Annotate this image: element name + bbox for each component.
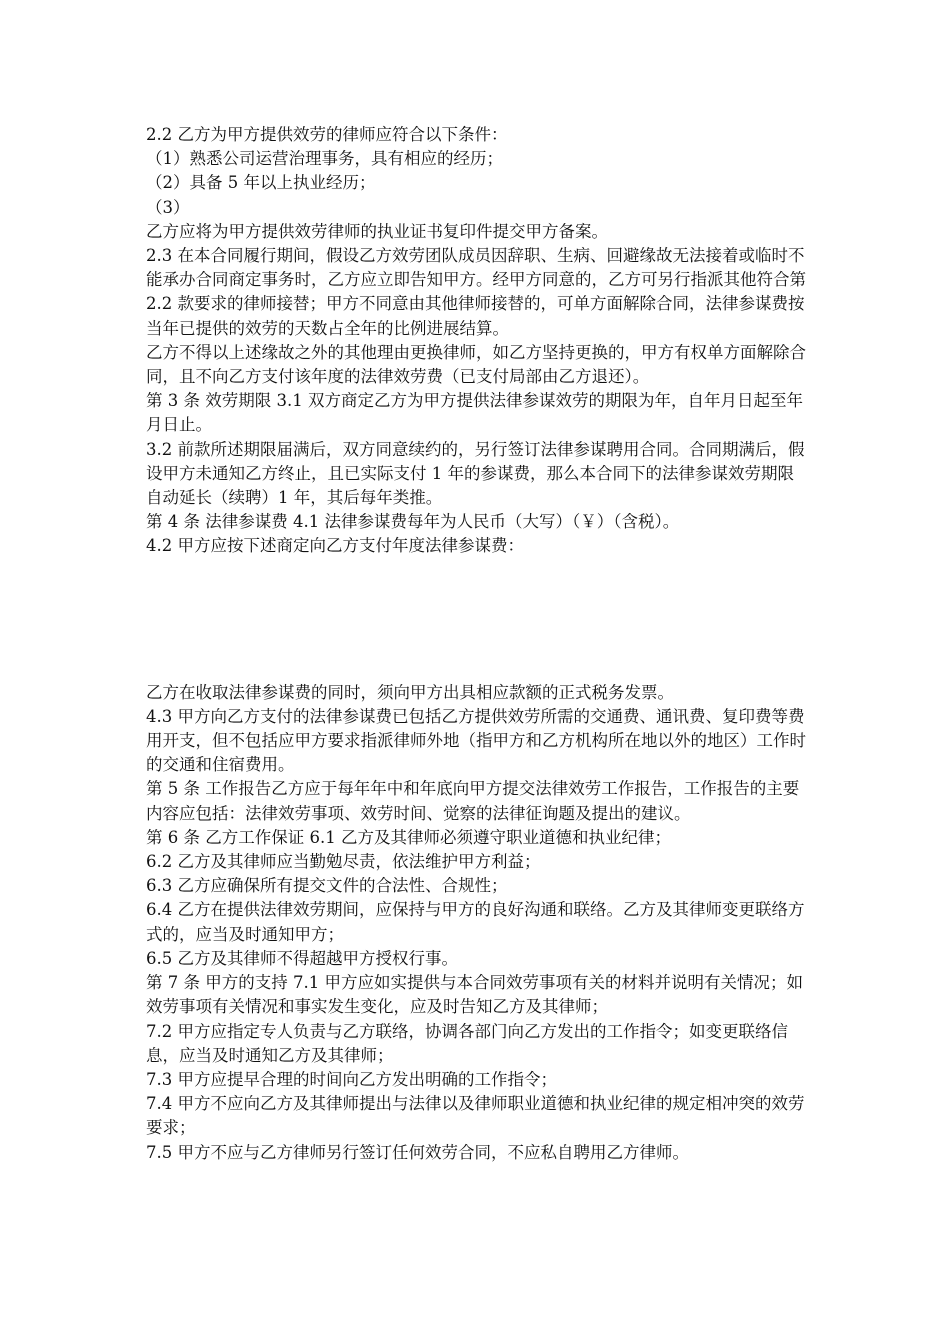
- clause-3-2: 3.2 前款所述期限届满后，双方同意续约的，另行签订法律参谋聘用合同。合同期满后，假设甲方未通知乙方终止，且已实际支付 1 年的参谋费，那么本合同下的法律参谋效劳期限自动延长（续聘）1 年，其后每年类推。: [146, 439, 805, 508]
- clause-2-3: 2.3 在本合同履行期间，假设乙方效劳团队成员因辞职、生病、回避缘故无法接着或临时不能承办合同商定事务时，乙方应立即告知甲方。经甲方同意的，乙方可另行指派其他符合第 2.2 款要求的律师接替；甲方不同意由其他律师接替的，可单方面解除合同，法律参谋费按当年已提供的效劳的天数占全年的比例进展结算。: [146, 246, 806, 338]
- condition-2: （2）具备 5 年以上执业经历；: [146, 173, 376, 193]
- article-4-fee: 第 4 条 法律参谋费 4.1 法律参谋费每年为人民币（大写）（￥）（含税）。: [146, 512, 680, 532]
- clause-6-5: 6.5 乙方及其律师不得超越甲方授权行事。: [146, 948, 458, 968]
- clause-2-2: 2.2 乙方为甲方提供效劳的律师应符合以下条件：: [146, 125, 508, 144]
- blank-space: [146, 559, 806, 681]
- article-6-guarantee: 第 6 条 乙方工作保证 6.1 乙方及其律师必须遵守职业道德和执业纪律；: [146, 827, 671, 847]
- clause-6-2: 6.2 乙方及其律师应当勤勉尽责，依法维护甲方利益；: [146, 852, 541, 872]
- clause-7-4: 7.4 甲方不应向乙方及其律师提出与法律以及律师职业道德和执业纪律的规定相冲突的效劳要求；: [146, 1094, 805, 1138]
- invoice-paragraph: 乙方在收取法律参谋费的同时，须向甲方出具相应款额的正式税务发票。: [146, 682, 674, 702]
- clause-6-4: 6.4 乙方在提供法律效劳期间，应保持与甲方的良好沟通和联络。乙方及其律师变更联络方式的，应当及时通知甲方；: [146, 900, 805, 944]
- article-7-support: 第 7 条 甲方的支持 7.1 甲方应如实提供与本合同效劳事项有关的材料并说明有关情况；如效劳事项有关情况和事实发生变化，应及时告知乙方及其律师；: [146, 973, 803, 1017]
- condition-3: （3）: [146, 197, 190, 217]
- clause-7-5: 7.5 甲方不应与乙方律师另行签订任何效劳合同，不应私自聘用乙方律师。: [146, 1142, 689, 1162]
- article-5-report: 第 5 条 工作报告乙方应于每年年中和年底向甲方提交法律效劳工作报告，工作报告的主要内容应包括：法律效劳事项、效劳时间、觉察的法律征询题及提出的建议。: [146, 779, 800, 823]
- clause-7-3: 7.3 甲方应提早合理的时间向乙方发出明确的工作指令；: [146, 1069, 557, 1089]
- clause-6-3: 6.3 乙方应确保所有提交文件的合法性、合规性；: [146, 876, 508, 896]
- document-page: [146, 123, 806, 1165]
- replacement-paragraph: 乙方不得以上述缘故之外的其他理由更换律师，如乙方坚持更换的，甲方有权单方面解除合同，且不向乙方支付该年度的法律效劳费（已支付局部由乙方退还）。: [146, 342, 806, 387]
- clause-4-2: 4.2 甲方应按下述商定向乙方支付年度法律参谋费：: [146, 536, 524, 556]
- article-3-term: 第 3 条 效劳期限 3.1 双方商定乙方为甲方提供法律参谋效劳的期限为年，自年月日起至年月日止。: [146, 391, 803, 435]
- condition-1: （1）熟悉公司运营治理事务，具有相应的经历；: [146, 149, 503, 169]
- clause-4-3: 4.3 甲方向乙方支付的法律参谋费已包括乙方提供效劳所需的交通费、通讯费、复印费等费用开支，但不包括应甲方要求指派律师外地（指甲方和乙方机构所在地以外的地区）工作时的交通和住宿费用。: [146, 706, 806, 775]
- filing-paragraph: 乙方应将为甲方提供效劳律师的执业证书复印件提交甲方备案。: [146, 221, 608, 241]
- clause-7-2: 7.2 甲方应指定专人负责与乙方联络，协调各部门向乙方发出的工作指令；如变更联络信息，应当及时通知乙方及其律师；: [146, 1021, 788, 1065]
